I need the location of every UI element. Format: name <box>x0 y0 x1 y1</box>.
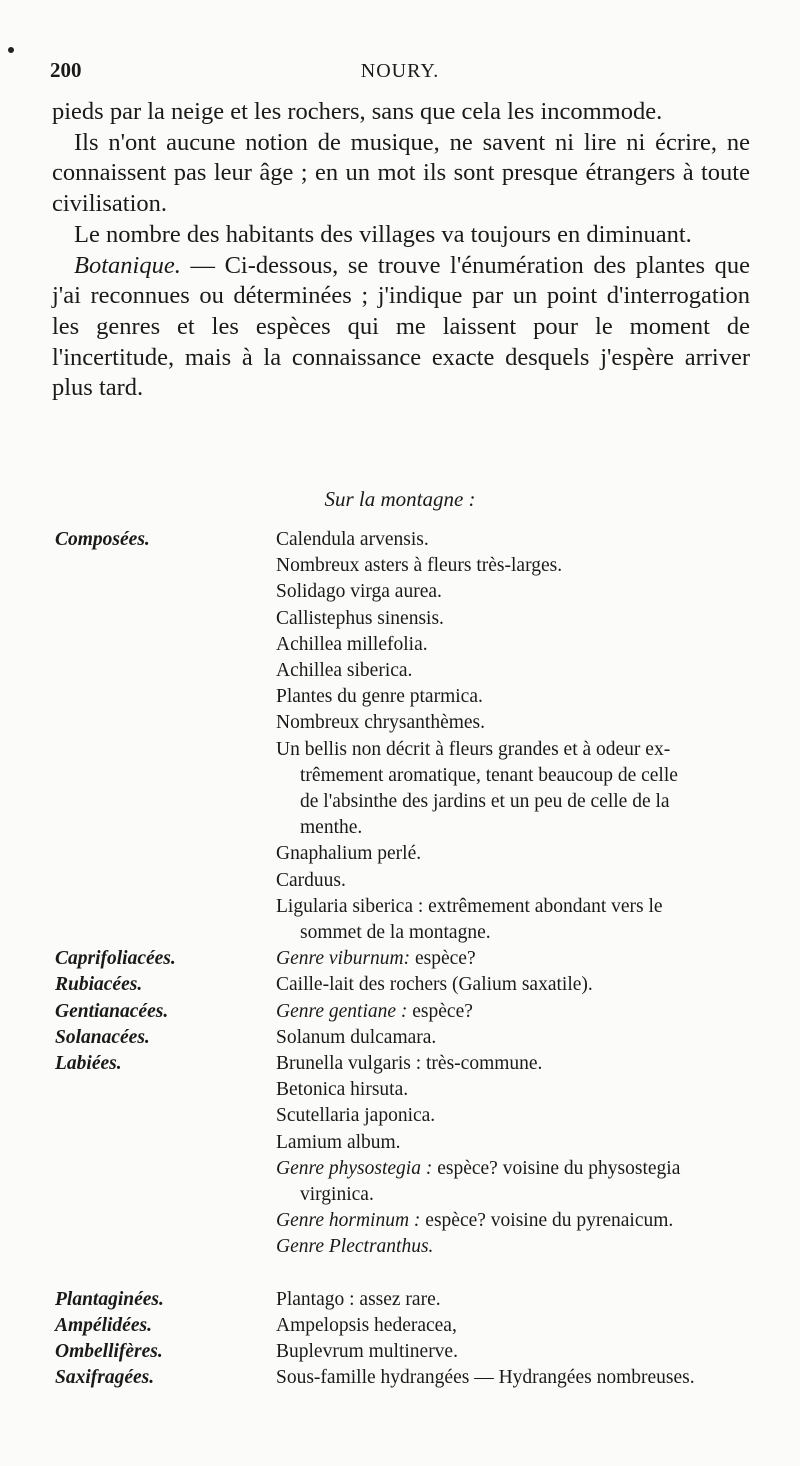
genre-note: espèce? <box>407 1000 473 1022</box>
list-item: Ligularia siberica : extrêmement abondant vers le <box>276 895 663 917</box>
section-heading: Sur la montagne : <box>324 487 476 511</box>
genre-note: espèce? voisine du pyrenaicum. <box>420 1210 674 1232</box>
family-label: Composées. <box>55 529 150 550</box>
list-item: Gnaphalium perlé. <box>276 843 422 865</box>
list-item: Lamium album. <box>276 1131 401 1153</box>
list-entry-labiees <box>0 1051 800 1261</box>
list-item <box>276 946 754 972</box>
list-item-continuation: trêmement aromatique, tenant beaucoup de celle <box>300 764 678 786</box>
family-label: Gentianacées. <box>55 1000 169 1022</box>
list-item: Scutellaria japonica. <box>276 1105 436 1127</box>
plant-items <box>276 1025 754 1051</box>
margin-dot <box>8 47 14 53</box>
genre-note: espèce? voisine du physostegia <box>432 1157 681 1179</box>
family-label: Plantaginées. <box>55 1288 164 1310</box>
plant-items <box>276 1051 754 1261</box>
family-label: Ampélidées. <box>55 1315 152 1337</box>
list-item: Calendula arvensis. <box>276 529 429 550</box>
list-item: Nombreux chrysanthèmes. <box>276 712 486 734</box>
list-item-continuation: virginica. <box>300 1184 374 1206</box>
paragraph-4 <box>52 251 750 405</box>
running-title: NOURY. <box>360 60 440 82</box>
list-item: Buplevrum multinerve. <box>276 1341 458 1363</box>
list-entry-caprifoliacees <box>0 946 800 972</box>
list-item: Sous-famille hydrangées — Hydrangées nombreuses. <box>276 1367 695 1389</box>
family-label: Solanacées. <box>55 1026 150 1048</box>
plant-items <box>276 1287 754 1313</box>
plant-items <box>276 527 754 946</box>
list-item: Genre Plectranthus. <box>276 1236 434 1258</box>
botanique-lead: Botanique. <box>74 251 181 279</box>
list-entry-ampelidees <box>0 1313 800 1339</box>
list-item-continuation: de l'absinthe des jardins et un peu de celle de la <box>300 791 670 813</box>
list-entry-composees <box>0 527 800 946</box>
family-label: Saxifragées. <box>55 1367 155 1389</box>
list-item: Solanum dulcamara. <box>276 1026 437 1048</box>
genre-name: Genre viburnum: <box>276 948 411 970</box>
family-label: Ombellifères. <box>55 1341 163 1363</box>
paragraph-1: pieds par la neige et les rochers, sans que cela les incommode. <box>52 98 663 125</box>
list-item: Nombreux asters à fleurs très-larges. <box>276 555 563 577</box>
family-label: Labiées. <box>55 1053 122 1075</box>
plant-items <box>276 972 754 998</box>
list-item <box>276 1156 754 1182</box>
list-item: Ampelopsis hederacea, <box>276 1315 457 1337</box>
list-item-continuation: menthe. <box>300 817 363 839</box>
list-entry-ombelliferes <box>0 1339 800 1365</box>
plant-items <box>276 946 754 972</box>
list-item: Callistephus sinensis. <box>276 607 444 629</box>
paragraph-3: Le nombre des habitants des villages va toujours en diminuant. <box>74 220 692 248</box>
plant-items <box>276 1365 754 1391</box>
list-item: Brunella vulgaris : très-commune. <box>276 1053 543 1075</box>
list-item: Plantago : assez rare. <box>276 1288 441 1310</box>
plant-items <box>276 1313 754 1339</box>
list-item: Carduus. <box>276 869 346 891</box>
list-item: Solidago virga aurea. <box>276 581 442 603</box>
list-item <box>276 1208 754 1234</box>
list-item <box>276 999 754 1025</box>
list-item: Caille-lait des rochers (Galium saxatile). <box>276 974 593 996</box>
paragraph-2: Ils n'ont aucune notion de musique, ne savent ni lire ni écrire, ne connaissent pas leur âge ; en un mot ils sont presque étrangers à toute civilisation. <box>52 128 750 218</box>
gap <box>0 1261 800 1287</box>
list-entry-plantaginees <box>0 1287 800 1313</box>
list-entry-saxifragees <box>0 1365 800 1391</box>
page-number: 200 <box>50 58 82 82</box>
list-entry-gentianacees <box>0 999 800 1025</box>
list-item: Un bellis non décrit à fleurs grandes et à odeur ex- <box>276 738 671 760</box>
plant-items <box>276 1339 754 1365</box>
body-text <box>52 97 750 404</box>
genre-name: Genre physostegia : <box>276 1157 433 1179</box>
family-label: Caprifoliacées. <box>55 948 176 970</box>
plant-list <box>0 527 800 1392</box>
genre-name: Genre gentiane : <box>276 1000 408 1022</box>
paragraph-4-text: — Ci-dessous, se trouve l'énumération des plantes que j'ai reconnues ou déterminées ; j'indique par un point d'interrogation les genres et les espèces qui me laissent pour le moment de l'incertitude, mais à la connaissance exacte desquels j'espère arriver plus tard. <box>52 251 750 402</box>
list-item-continuation: sommet de la montagne. <box>300 922 491 944</box>
list-entry-solanacees <box>0 1025 800 1051</box>
family-label: Rubiacées. <box>55 974 143 996</box>
list-entry-rubiacees <box>0 972 800 998</box>
list-item: Achillea siberica. <box>276 660 413 682</box>
genre-note: espèce? <box>410 948 476 970</box>
plant-items <box>276 999 754 1025</box>
list-item: Achillea millefolia. <box>276 633 428 655</box>
genre-name: Genre horminum : <box>276 1210 421 1232</box>
list-item: Plantes du genre ptarmica. <box>276 686 483 708</box>
list-item: Betonica hirsuta. <box>276 1079 409 1101</box>
